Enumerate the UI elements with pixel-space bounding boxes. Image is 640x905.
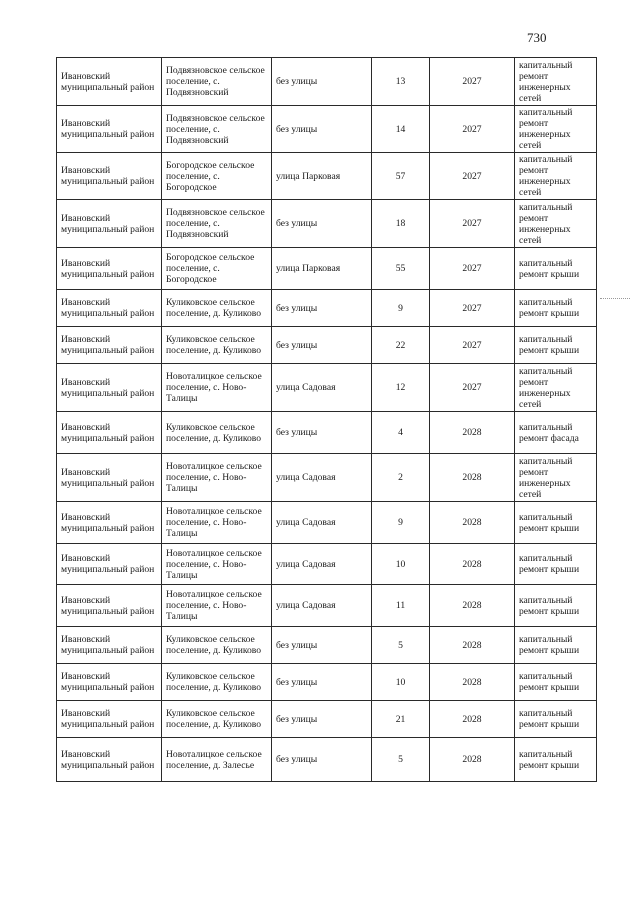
year-cell: 2027	[430, 327, 515, 364]
settlement-cell: Подвязновское сельское поселение, с. Подвязновский	[162, 58, 272, 106]
work-type-cell: капитальный ремонт крыши	[515, 738, 597, 782]
street-cell: без улицы	[272, 664, 372, 701]
district-cell: Ивановский муниципальный район	[57, 290, 162, 327]
house-number-cell: 2	[372, 454, 430, 502]
street-cell: улица Парковая	[272, 248, 372, 290]
table-row	[57, 502, 597, 544]
table-row	[57, 627, 597, 664]
district-cell: Ивановский муниципальный район	[57, 701, 162, 738]
district-cell: Ивановский муниципальный район	[57, 327, 162, 364]
district-cell: Ивановский муниципальный район	[57, 412, 162, 454]
district-cell: Ивановский муниципальный район	[57, 544, 162, 585]
work-type-cell: капитальный ремонт крыши	[515, 627, 597, 664]
work-type-cell: капитальный ремонт крыши	[515, 664, 597, 701]
work-type-cell: капитальный ремонт крыши	[515, 502, 597, 544]
street-cell: улица Садовая	[272, 502, 372, 544]
table-row	[57, 544, 597, 585]
year-cell: 2028	[430, 664, 515, 701]
street-cell: без улицы	[272, 738, 372, 782]
table-row	[57, 738, 597, 782]
house-number-cell: 57	[372, 153, 430, 200]
house-number-cell: 22	[372, 327, 430, 364]
year-cell: 2027	[430, 106, 515, 153]
house-number-cell: 10	[372, 664, 430, 701]
district-cell: Ивановский муниципальный район	[57, 106, 162, 153]
work-type-cell: капитальный ремонт крыши	[515, 290, 597, 327]
settlement-cell: Новоталицкое сельское поселение, с. Ново-Талицы	[162, 454, 272, 502]
table-row	[57, 290, 597, 327]
street-cell: без улицы	[272, 701, 372, 738]
house-number-cell: 11	[372, 585, 430, 627]
street-cell: без улицы	[272, 58, 372, 106]
table-row	[57, 327, 597, 364]
settlement-cell: Куликовское сельское поселение, д. Куликово	[162, 290, 272, 327]
street-cell: улица Садовая	[272, 364, 372, 412]
settlement-cell: Богородское сельское поселение, с. Богородское	[162, 153, 272, 200]
year-cell: 2028	[430, 454, 515, 502]
district-cell: Ивановский муниципальный район	[57, 502, 162, 544]
house-number-cell: 5	[372, 627, 430, 664]
registry-table	[56, 57, 597, 782]
settlement-cell: Новоталицкое сельское поселение, с. Ново-Талицы	[162, 364, 272, 412]
street-cell: улица Парковая	[272, 153, 372, 200]
street-cell: без улицы	[272, 327, 372, 364]
house-number-cell: 12	[372, 364, 430, 412]
work-type-cell: капитальный ремонт крыши	[515, 248, 597, 290]
house-number-cell: 9	[372, 290, 430, 327]
table-row	[57, 585, 597, 627]
settlement-cell: Новоталицкое сельское поселение, с. Ново-Талицы	[162, 585, 272, 627]
work-type-cell: капитальный ремонт инженерных сетей	[515, 200, 597, 248]
street-cell: улица Садовая	[272, 544, 372, 585]
page-number: 730	[527, 30, 547, 45]
work-type-cell: капитальный ремонт инженерных сетей	[515, 58, 597, 106]
house-number-cell: 10	[372, 544, 430, 585]
street-cell: без улицы	[272, 627, 372, 664]
street-cell: без улицы	[272, 200, 372, 248]
year-cell: 2028	[430, 738, 515, 782]
registry-body	[57, 58, 597, 782]
year-cell: 2027	[430, 290, 515, 327]
year-cell: 2027	[430, 248, 515, 290]
house-number-cell: 14	[372, 106, 430, 153]
year-cell: 2028	[430, 701, 515, 738]
work-type-cell: капитальный ремонт крыши	[515, 585, 597, 627]
year-cell: 2028	[430, 585, 515, 627]
house-number-cell: 4	[372, 412, 430, 454]
year-cell: 2028	[430, 412, 515, 454]
settlement-cell: Богородское сельское поселение, с. Богородское	[162, 248, 272, 290]
work-type-cell: капитальный ремонт инженерных сетей	[515, 454, 597, 502]
street-cell: улица Садовая	[272, 585, 372, 627]
year-cell: 2028	[430, 544, 515, 585]
district-cell: Ивановский муниципальный район	[57, 627, 162, 664]
street-cell: без улицы	[272, 412, 372, 454]
street-cell: без улицы	[272, 106, 372, 153]
table-row	[57, 364, 597, 412]
house-number-cell: 21	[372, 701, 430, 738]
settlement-cell: Куликовское сельское поселение, д. Куликово	[162, 701, 272, 738]
work-type-cell: капитальный ремонт крыши	[515, 701, 597, 738]
table-row	[57, 248, 597, 290]
settlement-cell: Подвязновское сельское поселение, с. Подвязновский	[162, 106, 272, 153]
work-type-cell: капитальный ремонт крыши	[515, 544, 597, 585]
settlement-cell: Куликовское сельское поселение, д. Куликово	[162, 412, 272, 454]
table-row	[57, 454, 597, 502]
settlement-cell: Новоталицкое сельское поселение, с. Ново-Талицы	[162, 544, 272, 585]
settlement-cell: Куликовское сельское поселение, д. Куликово	[162, 627, 272, 664]
house-number-cell: 13	[372, 58, 430, 106]
district-cell: Ивановский муниципальный район	[57, 200, 162, 248]
year-cell: 2027	[430, 58, 515, 106]
scan-artifact	[600, 298, 630, 299]
work-type-cell: капитальный ремонт инженерных сетей	[515, 153, 597, 200]
district-cell: Ивановский муниципальный район	[57, 58, 162, 106]
year-cell: 2027	[430, 364, 515, 412]
house-number-cell: 5	[372, 738, 430, 782]
settlement-cell: Новоталицкое сельское поселение, с. Ново-Талицы	[162, 502, 272, 544]
table-row	[57, 106, 597, 153]
work-type-cell: капитальный ремонт инженерных сетей	[515, 364, 597, 412]
settlement-cell: Куликовское сельское поселение, д. Куликово	[162, 327, 272, 364]
year-cell: 2028	[430, 502, 515, 544]
table-row	[57, 412, 597, 454]
work-type-cell: капитальный ремонт инженерных сетей	[515, 106, 597, 153]
district-cell: Ивановский муниципальный район	[57, 738, 162, 782]
house-number-cell: 9	[372, 502, 430, 544]
district-cell: Ивановский муниципальный район	[57, 153, 162, 200]
district-cell: Ивановский муниципальный район	[57, 585, 162, 627]
street-cell: улица Садовая	[272, 454, 372, 502]
table-row	[57, 701, 597, 738]
settlement-cell: Новоталицкое сельское поселение, д. Залесье	[162, 738, 272, 782]
table-row	[57, 58, 597, 106]
settlement-cell: Подвязновское сельское поселение, с. Подвязновский	[162, 200, 272, 248]
house-number-cell: 55	[372, 248, 430, 290]
street-cell: без улицы	[272, 290, 372, 327]
house-number-cell: 18	[372, 200, 430, 248]
year-cell: 2027	[430, 200, 515, 248]
table-row	[57, 664, 597, 701]
work-type-cell: капитальный ремонт фасада	[515, 412, 597, 454]
table-row	[57, 200, 597, 248]
district-cell: Ивановский муниципальный район	[57, 364, 162, 412]
settlement-cell: Куликовское сельское поселение, д. Куликово	[162, 664, 272, 701]
year-cell: 2028	[430, 627, 515, 664]
district-cell: Ивановский муниципальный район	[57, 454, 162, 502]
district-cell: Ивановский муниципальный район	[57, 248, 162, 290]
table-row	[57, 153, 597, 200]
year-cell: 2027	[430, 153, 515, 200]
work-type-cell: капитальный ремонт крыши	[515, 327, 597, 364]
district-cell: Ивановский муниципальный район	[57, 664, 162, 701]
